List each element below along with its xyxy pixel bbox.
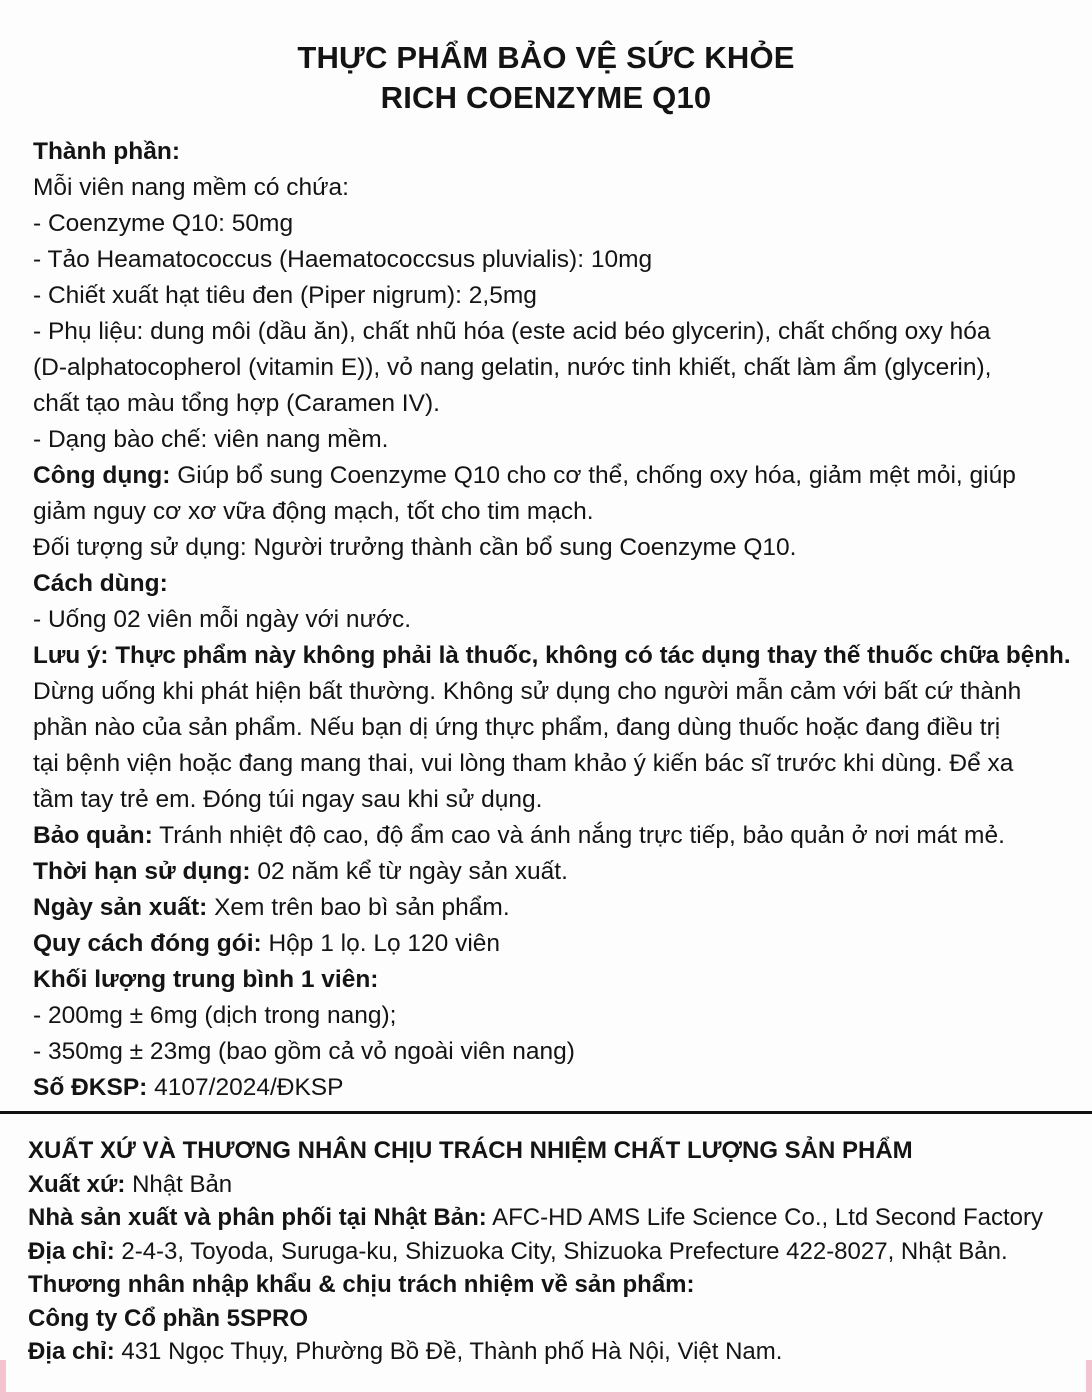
excipients-line: chất tạo màu tổng hợp (Caramen IV). bbox=[33, 390, 440, 417]
importer-heading: Thương nhân nhập khẩu & chịu trách nhiệm về sản phẩm: bbox=[28, 1271, 695, 1298]
manufacturer-address: 2-4-3, Toyoda, Suruga-ku, Shizuoka City, Shizuoka Prefecture 422-8027, Nhật Bản. bbox=[114, 1237, 1008, 1265]
warning-heading: Lưu ý: Thực phẩm này không phải là thuốc, không có tác dụng thay thế thuốc chữa bệnh. bbox=[33, 642, 1071, 669]
uses-line-continued: giảm nguy cơ xơ vữa động mạch, tốt cho tim mạch. bbox=[33, 498, 594, 525]
packaging-text: Hộp 1 lọ. Lọ 120 viên bbox=[261, 930, 501, 957]
origin-heading: XUẤT XỨ VÀ THƯƠNG NHÂN CHỊU TRÁCH NHIỆM CHẤT LƯỢNG SẢN PHẨM bbox=[28, 1137, 913, 1164]
ingredients-heading: Thành phần: bbox=[33, 138, 180, 165]
manufacture-date-line bbox=[33, 890, 1073, 926]
importer-address: 431 Ngọc Thụy, Phường Bồ Đề, Thành phố Hà Nội, Việt Nam. bbox=[114, 1338, 783, 1365]
warning-line: tại bệnh viện hoặc đang mang thai, vui lòng tham khảo ý kiến bác sĩ trước khi dùng. Để xa bbox=[33, 750, 1014, 777]
manufacture-date-label: Ngày sản xuất: bbox=[33, 894, 208, 921]
ingredient-item: - Tảo Heamatococcus (Haematococcsus pluvialis): 10mg bbox=[33, 246, 653, 273]
manufacturer-address-label: Địa chỉ: bbox=[28, 1237, 115, 1265]
registration-line bbox=[33, 1070, 1073, 1106]
excipients-line: - Phụ liệu: dung môi (dầu ăn), chất nhũ hóa (este acid béo glycerin), chất chống oxy hóa bbox=[33, 318, 991, 345]
directions-heading: Cách dùng: bbox=[33, 570, 168, 597]
section-divider bbox=[0, 1111, 1092, 1114]
importer-address-label: Địa chỉ: bbox=[28, 1338, 115, 1365]
label-edge-left bbox=[0, 1360, 6, 1400]
warning-line: phần nào của sản phẩm. Nếu bạn dị ứng thực phẩm, đang dùng thuốc hoặc đang điều trị bbox=[33, 714, 1001, 741]
registration-label: Số ĐKSP: bbox=[33, 1074, 148, 1101]
ingredients-intro: Mỗi viên nang mềm có chứa: bbox=[33, 174, 349, 201]
storage-line bbox=[33, 818, 1073, 854]
weight-item: - 350mg ± 23mg (bao gồm cả vỏ ngoài viên nang) bbox=[33, 1038, 575, 1065]
manufacturer-line bbox=[28, 1201, 1078, 1235]
packaging-label: Quy cách đóng gói: bbox=[33, 930, 262, 957]
manufacturer-name: AFC-HD AMS Life Science Co., Ltd Second Factory bbox=[486, 1204, 1043, 1231]
excipients-line: (D-alphatocopherol (vitamin E)), vỏ nang gelatin, nước tinh khiết, chất làm ẩm (glycerin), bbox=[33, 354, 992, 381]
weight-heading: Khối lượng trung bình 1 viên: bbox=[33, 966, 379, 993]
registration-number: 4107/2024/ĐKSP bbox=[147, 1074, 344, 1101]
uses-text: Giúp bổ sung Coenzyme Q10 cho cơ thể, chống oxy hóa, giảm mệt mỏi, giúp bbox=[170, 462, 1016, 489]
shelf-life-label: Thời hạn sử dụng: bbox=[33, 858, 251, 885]
uses-line bbox=[33, 458, 1073, 494]
origin-country: Nhật Bản bbox=[125, 1170, 233, 1198]
storage-label: Bảo quản: bbox=[33, 822, 153, 849]
warning-line: tầm tay trẻ em. Đóng túi ngay sau khi sử dụng. bbox=[33, 786, 543, 813]
label-edge-right bbox=[1086, 1360, 1092, 1400]
shelf-life-line bbox=[33, 854, 1073, 890]
product-details bbox=[33, 134, 1073, 1106]
origin-section bbox=[28, 1134, 1078, 1369]
ingredient-item: - Chiết xuất hạt tiêu đen (Piper nigrum): 2,5mg bbox=[33, 282, 537, 309]
packaging-line bbox=[33, 926, 1073, 962]
target-users: Đối tượng sử dụng: Người trưởng thành cần bổ sung Coenzyme Q10. bbox=[33, 534, 797, 561]
importer-address-line bbox=[28, 1335, 1078, 1369]
storage-text: Tránh nhiệt độ cao, độ ẩm cao và ánh nắng trực tiếp, bảo quản ở nơi mát mẻ. bbox=[152, 822, 1005, 849]
origin-line bbox=[28, 1168, 1078, 1202]
manufacture-date-text: Xem trên bao bì sản phẩm. bbox=[207, 894, 510, 921]
weight-item: - 200mg ± 6mg (dịch trong nang); bbox=[33, 1002, 397, 1029]
ingredient-item: - Coenzyme Q10: 50mg bbox=[33, 210, 294, 237]
dosage-form: - Dạng bào chế: viên nang mềm. bbox=[33, 426, 389, 453]
uses-label: Công dụng: bbox=[33, 462, 171, 489]
importer-name: Công ty Cổ phần 5SPRO bbox=[28, 1304, 309, 1332]
shelf-life-text: 02 năm kể từ ngày sản xuất. bbox=[250, 858, 568, 885]
origin-label: Xuất xứ: bbox=[28, 1170, 126, 1198]
warning-line: Dừng uống khi phát hiện bất thường. Không sử dụng cho người mẫn cảm với bất cứ thành bbox=[33, 678, 1022, 705]
manufacturer-address-line bbox=[28, 1235, 1078, 1269]
directions-text: - Uống 02 viên mỗi ngày với nước. bbox=[33, 606, 412, 633]
title-line-product-name: RICH COENZYME Q10 bbox=[380, 80, 712, 115]
title-line-category: THỰC PHẨM BẢO VỆ SỨC KHỎE bbox=[297, 40, 795, 75]
label-edge-bottom bbox=[0, 1392, 1092, 1400]
product-title bbox=[0, 38, 1092, 118]
manufacturer-label: Nhà sản xuất và phân phối tại Nhật Bản: bbox=[28, 1204, 487, 1231]
